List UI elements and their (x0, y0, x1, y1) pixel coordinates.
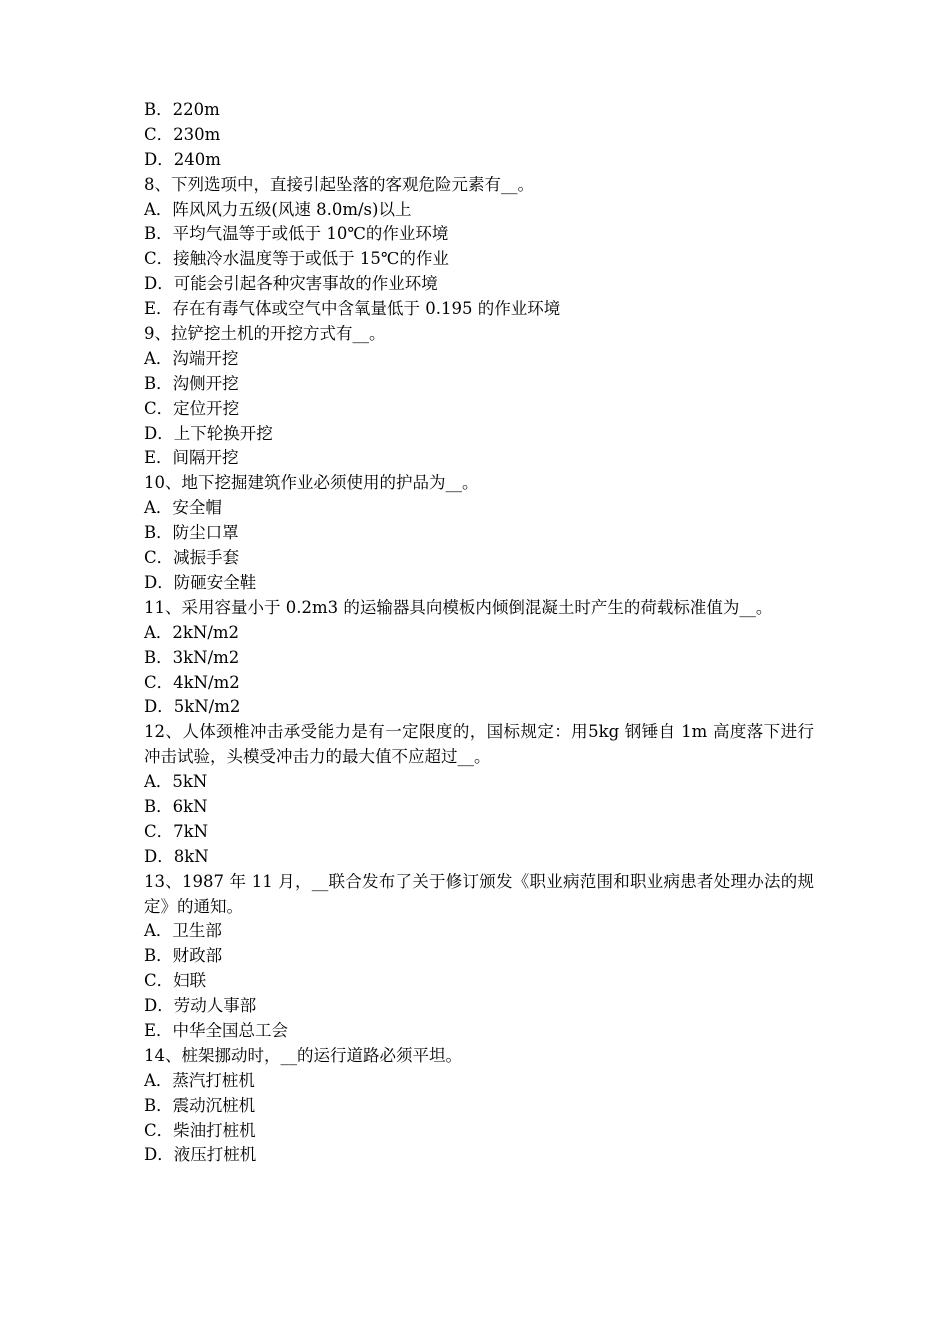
option-item (144, 247, 814, 272)
question-number: 12、 (144, 722, 183, 742)
option-text: 柴油打桩机 (173, 1120, 256, 1140)
option-text: 2kN/m2 (172, 622, 240, 642)
option-item (144, 272, 814, 297)
option-letter: D． (144, 274, 174, 294)
option-item (144, 198, 814, 223)
option-text: 卫生部 (172, 921, 222, 941)
option-letter: C． (144, 821, 174, 841)
option-letter: A． (144, 199, 173, 219)
question-text: 下列选项中，直接引起坠落的客观危险元素有__。 (171, 174, 534, 194)
option-list (144, 198, 814, 322)
option-letter: C． (144, 971, 174, 991)
option-letter: A． (144, 921, 173, 941)
option-letter: E． (144, 1021, 173, 1041)
option-letter: C． (144, 249, 174, 269)
option-item (144, 496, 814, 521)
option-list (144, 347, 814, 471)
question-13 (144, 870, 814, 1044)
option-letter: C． (144, 398, 174, 418)
option-letter: D． (144, 1145, 174, 1165)
option-text: 5kN/m2 (173, 697, 241, 717)
option-list (144, 496, 814, 596)
option-item (144, 98, 814, 123)
option-item (144, 1143, 814, 1168)
option-text: 接触冷水温度等于或低于 15℃的作业 (173, 249, 449, 269)
option-letter: B． (144, 523, 173, 543)
question-11 (144, 596, 814, 720)
option-item (144, 123, 814, 148)
option-letter: E． (144, 448, 173, 468)
option-text: 震动沉桩机 (172, 1095, 256, 1115)
option-item (144, 521, 814, 546)
option-item (144, 546, 814, 571)
question-text: 拉铲挖土机的开挖方式有__。 (171, 324, 386, 344)
option-item (144, 845, 814, 870)
option-text: 230m (173, 124, 221, 144)
question-number: 11、 (144, 597, 182, 617)
option-item (144, 646, 814, 671)
option-list (144, 919, 814, 1043)
option-letter: B． (144, 1095, 173, 1115)
option-letter: B． (144, 946, 173, 966)
question-8 (144, 173, 814, 322)
question-text: 采用容量小于 0.2m3 的运输器具向模板内倾倒混凝土时产生的荷载标准值为__。 (181, 597, 773, 617)
option-letter: D． (144, 423, 174, 443)
question-stem (144, 720, 814, 770)
question-text: 桩架挪动时，__的运行道路必须平坦。 (181, 1045, 462, 1065)
question-12 (144, 720, 814, 869)
option-text: 8kN (173, 846, 209, 866)
question-stem (144, 471, 814, 496)
option-text: 安全帽 (172, 498, 222, 518)
option-item (144, 820, 814, 845)
option-item (144, 372, 814, 397)
question-stem (144, 1044, 814, 1069)
option-item (144, 422, 814, 447)
option-letter: D． (144, 572, 174, 592)
option-item (144, 347, 814, 372)
question-number: 13、 (144, 871, 182, 891)
option-item (144, 671, 814, 696)
option-item (144, 1069, 814, 1094)
option-text: 防砸安全鞋 (173, 572, 257, 592)
option-letter: A． (144, 348, 173, 368)
option-letter: B． (144, 647, 173, 667)
option-text: 4kN/m2 (173, 672, 240, 692)
option-text: 6kN (172, 796, 208, 816)
option-item (144, 1019, 814, 1044)
question-10 (144, 471, 814, 595)
option-text: 3kN/m2 (172, 647, 240, 667)
option-letter: C． (144, 124, 174, 144)
option-item (144, 994, 814, 1019)
option-text: 220m (172, 100, 220, 119)
option-letter: C． (144, 1120, 174, 1140)
option-item (144, 770, 814, 795)
option-item (144, 222, 814, 247)
option-letter: D． (144, 846, 174, 866)
option-text: 上下轮换开挖 (173, 423, 273, 443)
question-stem (144, 870, 814, 920)
option-letter: D． (144, 697, 174, 717)
option-text: 减振手套 (173, 548, 240, 568)
option-item (144, 695, 814, 720)
option-item (144, 446, 814, 471)
option-text: 平均气温等于或低于 10℃的作业环境 (172, 224, 449, 244)
option-item (144, 1119, 814, 1144)
option-text: 7kN (173, 821, 209, 841)
option-text: 可能会引起各种灾害事故的作业环境 (173, 274, 438, 294)
option-letter: D． (144, 996, 174, 1016)
option-letter: E． (144, 299, 173, 319)
option-letter: B． (144, 100, 173, 119)
question-text: 地下挖掘建筑作业必须使用的护品为__。 (181, 473, 479, 493)
option-letter: A． (144, 772, 173, 792)
option-text: 妇联 (173, 971, 207, 991)
option-item (144, 297, 814, 322)
option-text: 中华全国总工会 (172, 1021, 289, 1041)
option-list (144, 621, 814, 721)
question-number: 9、 (144, 324, 171, 344)
option-text: 防尘口罩 (172, 523, 239, 543)
option-item (144, 969, 814, 994)
option-letter: B． (144, 796, 173, 816)
option-text: 间隔开挖 (172, 448, 239, 468)
document-page (144, 98, 814, 1168)
question-number: 8、 (144, 174, 171, 194)
option-text: 240m (173, 149, 221, 169)
option-text: 定位开挖 (173, 398, 240, 418)
option-item (144, 1094, 814, 1119)
option-letter: A． (144, 1070, 173, 1090)
question-text: 1987 年 11 月，__联合发布了关于修订颁发《职业病范围和职业病患者处理办法的规定》的通知。 (144, 871, 814, 916)
option-letter: A． (144, 622, 173, 642)
option-letter: B． (144, 373, 173, 393)
option-text: 阵风风力五级(风速 8.0m/s)以上 (172, 199, 412, 219)
option-text: 5kN (172, 772, 208, 792)
option-list (144, 770, 814, 870)
carryover-option-list (144, 98, 814, 173)
option-list (144, 1069, 814, 1169)
option-letter: C． (144, 548, 174, 568)
option-letter: C． (144, 672, 174, 692)
option-item (144, 397, 814, 422)
option-letter: A． (144, 498, 173, 518)
question-9 (144, 322, 814, 471)
option-text: 液压打桩机 (173, 1145, 257, 1165)
question-stem (144, 173, 814, 198)
question-stem (144, 322, 814, 347)
question-number: 10、 (144, 473, 182, 493)
option-item (144, 795, 814, 820)
option-letter: B． (144, 224, 173, 244)
option-item (144, 621, 814, 646)
option-item (144, 919, 814, 944)
option-text: 劳动人事部 (173, 996, 257, 1016)
option-text: 沟端开挖 (172, 348, 239, 368)
question-text: 人体颈椎冲击承受能力是有一定限度的，国标规定：用5kg 钢锤自 1m 高度落下进行冲击试验，头模受冲击力的最大值不应超过__。 (144, 722, 814, 767)
option-text: 财政部 (172, 946, 223, 966)
option-letter: D． (144, 149, 174, 169)
question-number: 14、 (144, 1045, 182, 1065)
question-stem (144, 596, 814, 621)
option-text: 存在有毒气体或空气中含氧量低于 0.195 的作业环境 (172, 299, 561, 319)
option-item (144, 148, 814, 173)
option-text: 蒸汽打桩机 (172, 1070, 255, 1090)
question-14 (144, 1044, 814, 1168)
option-item (144, 944, 814, 969)
option-text: 沟侧开挖 (172, 373, 239, 393)
option-item (144, 571, 814, 596)
